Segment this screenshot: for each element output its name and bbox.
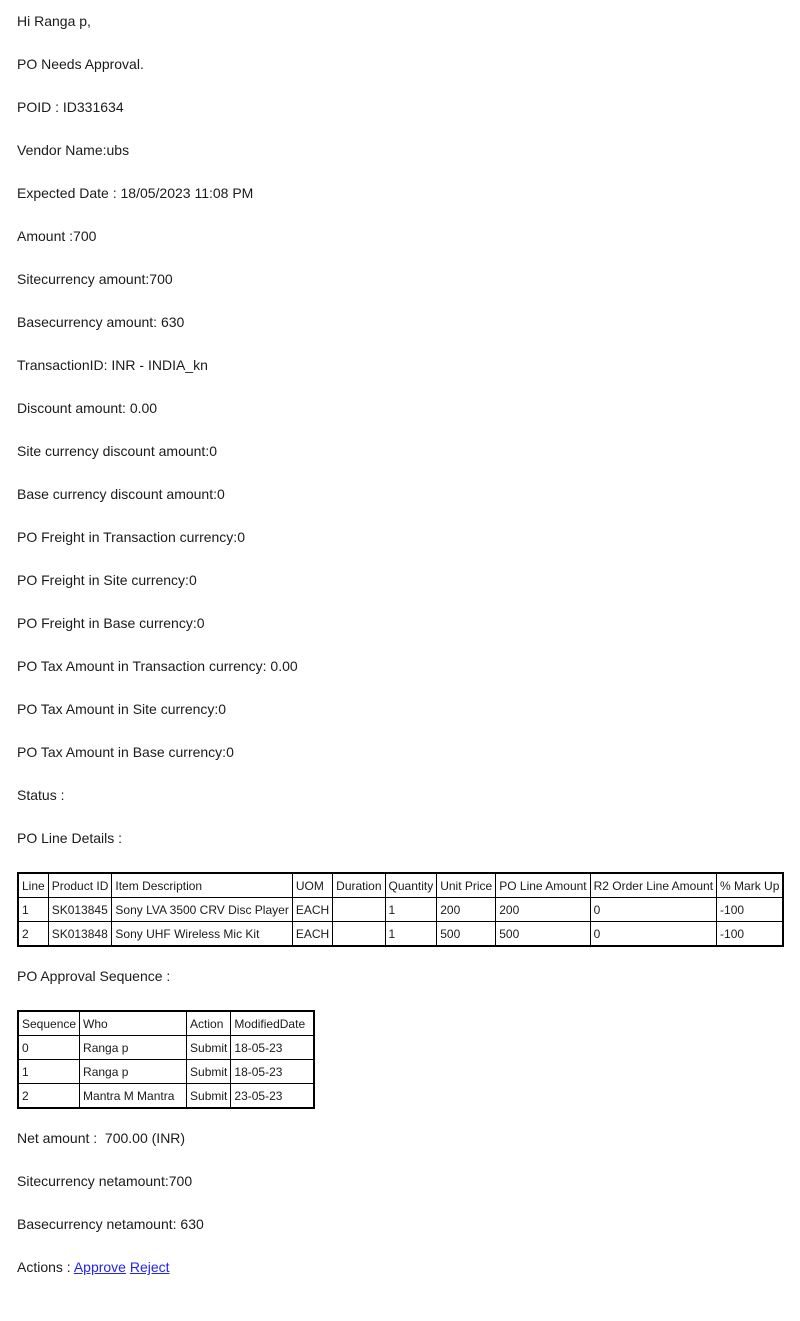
expected-date-line: Expected Date : 18/05/2023 11:08 PM: [17, 185, 254, 201]
discount-amount-line: Discount amount: 0.00: [17, 400, 158, 416]
cell-mark-up: -100: [717, 922, 784, 947]
cell-product-id: SK013848: [48, 922, 112, 947]
po-lines-header-row: [18, 873, 783, 898]
col-header-action: Action: [187, 1011, 231, 1036]
cell-item-description: Sony LVA 3500 CRV Disc Player: [112, 898, 292, 922]
cell-unit-price: 200: [437, 898, 496, 922]
basecurrency-amount-line: Basecurrency amount: 630: [17, 314, 185, 330]
cell-po-line-amount: 200: [496, 898, 590, 922]
cell-line: 1: [18, 898, 48, 922]
col-header-who: Who: [80, 1011, 187, 1036]
cell-product-id: SK013845: [48, 898, 112, 922]
base-currency-discount-line: Base currency discount amount:0: [17, 486, 225, 502]
poid-line: POID : ID331634: [17, 99, 124, 115]
cell-who: Mantra M Mantra: [80, 1084, 187, 1109]
po-approval-sequence-table: [17, 1010, 315, 1109]
po-needs-approval-line: PO Needs Approval.: [17, 56, 144, 72]
col-header-line: Line: [18, 873, 48, 898]
cell-modified-date: 18-05-23: [231, 1060, 314, 1084]
col-header-mark-up: % Mark Up: [717, 873, 784, 898]
po-tax-site-line: PO Tax Amount in Site currency:0: [17, 701, 227, 717]
col-header-unit-price: Unit Price: [437, 873, 496, 898]
po-freight-base-line: PO Freight in Base currency:0: [17, 615, 205, 631]
cell-action: Submit: [187, 1036, 231, 1060]
cell-sequence: 1: [18, 1060, 80, 1084]
po-freight-site-line: PO Freight in Site currency:0: [17, 572, 197, 588]
actions-label: Actions :: [17, 1259, 71, 1275]
cell-who: Ranga p: [80, 1036, 187, 1060]
cell-quantity: 1: [385, 922, 437, 947]
col-header-item-description: Item Description: [112, 873, 292, 898]
cell-quantity: 1: [385, 898, 437, 922]
greeting-line: Hi Ranga p,: [17, 13, 91, 29]
sitecurrency-netamount-line: Sitecurrency netamount:700: [17, 1173, 193, 1189]
cell-unit-price: 500: [437, 922, 496, 947]
cell-modified-date: 18-05-23: [231, 1036, 314, 1060]
amount-line: Amount :700: [17, 228, 97, 244]
approve-link[interactable]: Approve: [73, 1259, 126, 1275]
po-line-row: [18, 898, 783, 922]
po-tax-transaction-line: PO Tax Amount in Transaction currency: 0.00: [17, 658, 298, 674]
col-header-r2-order-line-amount: R2 Order Line Amount: [590, 873, 716, 898]
col-header-uom: UOM: [292, 873, 332, 898]
cell-r2-order-line-amount: 0: [590, 922, 716, 947]
basecurrency-netamount-line: Basecurrency netamount: 630: [17, 1216, 204, 1232]
col-header-quantity: Quantity: [385, 873, 437, 898]
cell-po-line-amount: 500: [496, 922, 590, 947]
po-line-details-heading: PO Line Details :: [17, 830, 123, 846]
po-approval-sequence-heading: PO Approval Sequence :: [17, 968, 171, 984]
cell-uom: EACH: [292, 898, 332, 922]
cell-action: Submit: [187, 1060, 231, 1084]
po-line-row: [18, 922, 783, 947]
cell-item-description: Sony UHF Wireless Mic Kit: [112, 922, 292, 947]
col-header-product-id: Product ID: [48, 873, 112, 898]
cell-r2-order-line-amount: 0: [590, 898, 716, 922]
approval-row: [18, 1084, 314, 1109]
approval-header-row: [18, 1011, 314, 1036]
approval-row: [18, 1060, 314, 1084]
status-line: Status :: [17, 787, 65, 803]
site-currency-discount-line: Site currency discount amount:0: [17, 443, 217, 459]
reject-link[interactable]: Reject: [129, 1259, 170, 1275]
cell-sequence: 2: [18, 1084, 80, 1109]
cell-duration: [333, 922, 385, 947]
cell-modified-date: 23-05-23: [231, 1084, 314, 1109]
cell-sequence: 0: [18, 1036, 80, 1060]
actions-line: [17, 1258, 784, 1277]
net-amount-line: Net amount : 700.00 (INR): [17, 1130, 186, 1146]
cell-duration: [333, 898, 385, 922]
sitecurrency-amount-line: Sitecurrency amount:700: [17, 271, 173, 287]
cell-mark-up: -100: [717, 898, 784, 922]
approval-row: [18, 1036, 314, 1060]
transaction-id-line: TransactionID: INR - INDIA_kn: [17, 357, 208, 373]
cell-uom: EACH: [292, 922, 332, 947]
col-header-modified-date: ModifiedDate: [231, 1011, 314, 1036]
cell-who: Ranga p: [80, 1060, 187, 1084]
vendor-name-line: Vendor Name:ubs: [17, 142, 130, 158]
cell-line: 2: [18, 922, 48, 947]
po-tax-base-line: PO Tax Amount in Base currency:0: [17, 744, 234, 760]
po-freight-transaction-line: PO Freight in Transaction currency:0: [17, 529, 245, 545]
col-header-po-line-amount: PO Line Amount: [496, 873, 590, 898]
col-header-duration: Duration: [333, 873, 385, 898]
col-header-sequence: Sequence: [18, 1011, 80, 1036]
po-line-details-table: [17, 872, 784, 947]
cell-action: Submit: [187, 1084, 231, 1109]
